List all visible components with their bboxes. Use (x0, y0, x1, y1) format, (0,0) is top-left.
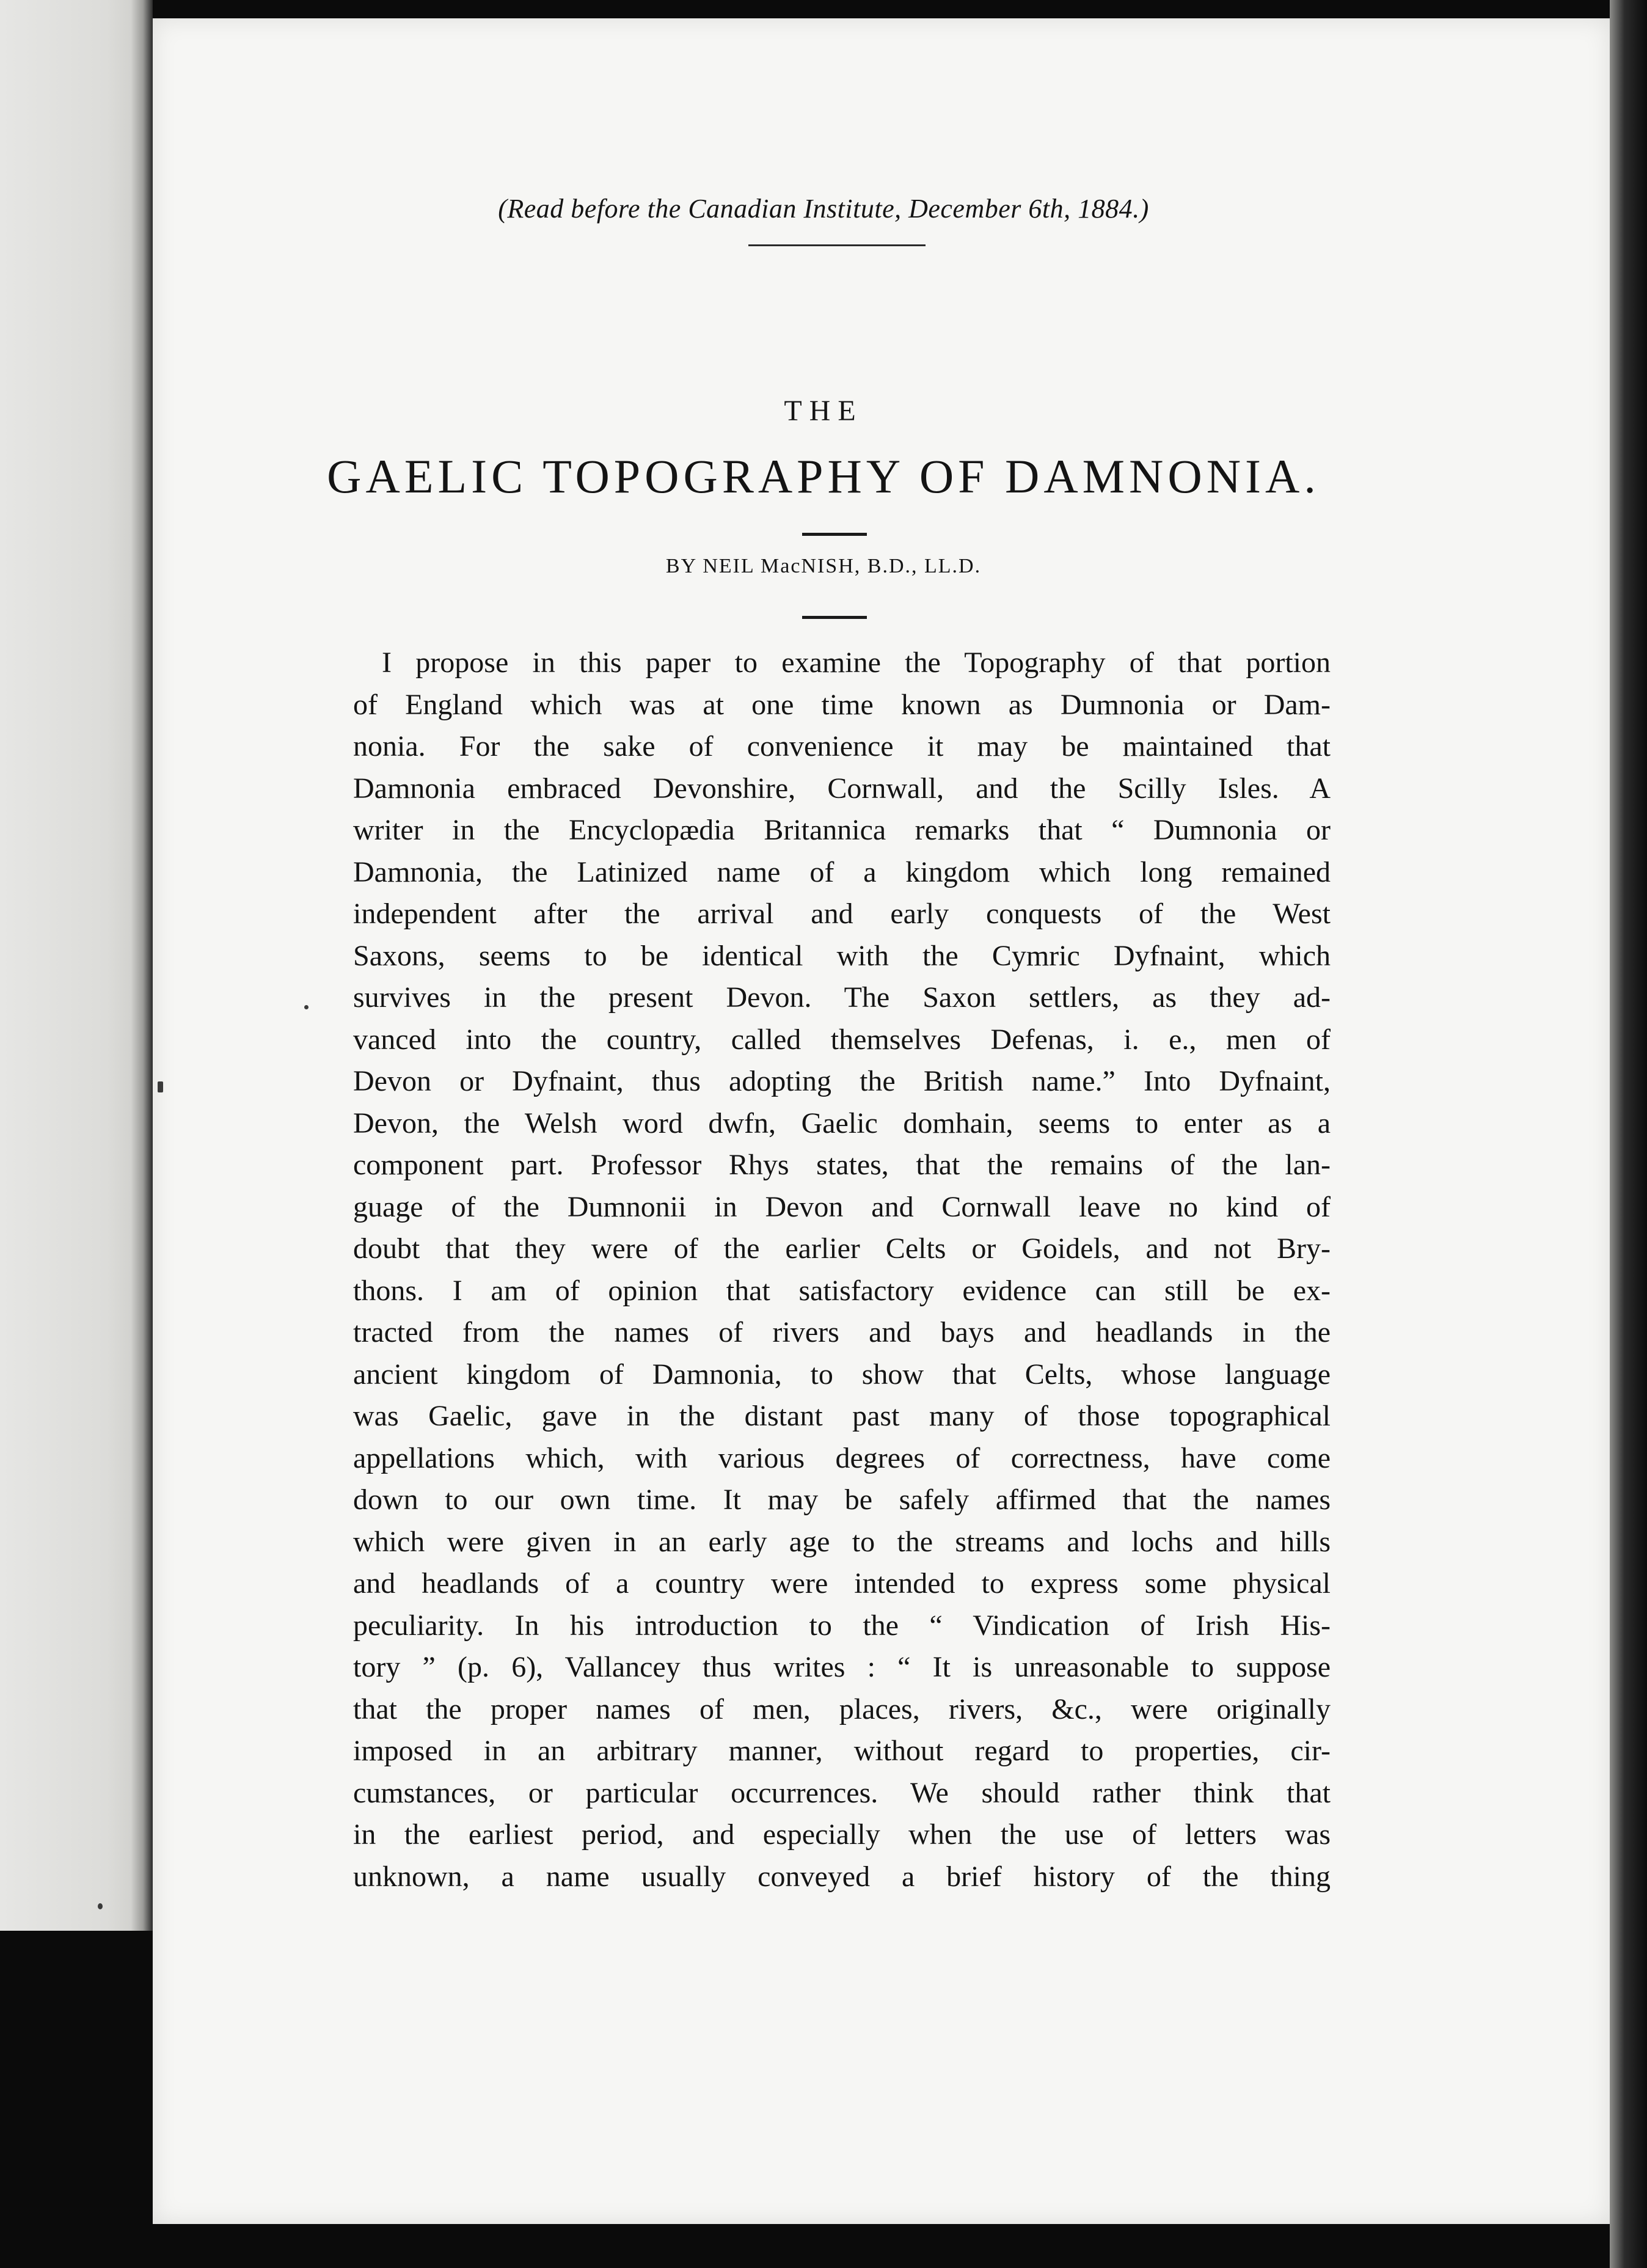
body-line: appellations which, with various degrees of correctness, have come (353, 1442, 1331, 1474)
body-line: I propose in this paper to examine the Topography of that portion (382, 646, 1331, 679)
body-line: Devon, the Welsh word dwfn, Gaelic domhain, seems to enter as a (353, 1107, 1331, 1139)
read-note-underline (748, 244, 926, 246)
body-line: imposed in an arbitrary manner, without regard to properties, cir- (353, 1735, 1331, 1767)
body-line: guage of the Dumnonii in Devon and Cornwall leave no kind of (353, 1191, 1331, 1223)
ink-speck (98, 1903, 103, 1909)
body-line: Saxons, seems to be identical with the Cymric Dyfnaint, which (353, 940, 1331, 972)
body-line: survives in the present Devon. The Saxon settlers, as they ad- (353, 981, 1331, 1014)
body-line: cumstances, or particular occurrences. We should rather think that (353, 1777, 1331, 1809)
page-title: GAELIC TOPOGRAPHY OF DAMNONIA. (327, 450, 1320, 503)
body-line: tracted from the names of rivers and bays and headlands in the (353, 1316, 1331, 1348)
body-line: and headlands of a country were intended to express some physical (353, 1567, 1331, 1600)
right-page-edge (1610, 0, 1647, 2268)
byline-rule (802, 616, 867, 619)
body-line: doubt that they were of the earlier Celts or Goidels, and not Bry- (353, 1232, 1331, 1265)
body-line: peculiarity. In his introduction to the “ Vindication of Irish His- (353, 1609, 1331, 1642)
body-line: writer in the Encyclopædia Britannica remarks that “ Dumnonia or (353, 814, 1331, 846)
left-page-fold (131, 0, 153, 1931)
body-line: component part. Professor Rhys states, that the remains of the lan- (353, 1149, 1331, 1181)
read-note: (Read before the Canadian Institute, December 6th, 1884.) (498, 194, 1149, 224)
author-byline: BY NEIL MacNISH, B.D., LL.D. (665, 555, 982, 577)
body-line: tory ” (p. 6), Vallancey thus writes : “ It is unreasonable to suppose (353, 1651, 1331, 1683)
ink-speck (158, 1081, 163, 1092)
body-line: ancient kingdom of Damnonia, to show that Celts, whose language (353, 1358, 1331, 1391)
body-line: of England which was at one time known as Dumnonia or Dam- (353, 689, 1331, 721)
left-page-margin (0, 0, 153, 1931)
body-line: Devon or Dyfnaint, thus adopting the British name.” Into Dyfnaint, (353, 1065, 1331, 1097)
body-line: independent after the arrival and early conquests of the West (353, 898, 1331, 930)
body-line: thons. I am of opinion that satisfactory evidence can still be ex- (353, 1275, 1331, 1307)
body-line: nonia. For the sake of convenience it may be maintained that (353, 730, 1331, 763)
body-line: was Gaelic, gave in the distant past many of those topographical (353, 1400, 1331, 1432)
body-line: unknown, a name usually conveyed a brief history of the thing (353, 1860, 1331, 1893)
body-line: Damnonia embraced Devonshire, Cornwall, and the Scilly Isles. A (353, 772, 1331, 805)
body-line: down to our own time. It may be safely affirmed that the names (353, 1483, 1331, 1516)
title-article: THE (784, 395, 863, 427)
body-line: in the earliest period, and especially when the use of letters was (353, 1818, 1331, 1851)
ink-speck (304, 1005, 309, 1009)
title-rule (802, 533, 867, 536)
body-line: that the proper names of men, places, rivers, &c., were originally (353, 1693, 1331, 1725)
body-line: which were given in an early age to the streams and lochs and hills (353, 1526, 1331, 1558)
body-line: vanced into the country, called themselves Defenas, i. e., men of (353, 1023, 1331, 1056)
body-line: Damnonia, the Latinized name of a kingdom which long remained (353, 856, 1331, 888)
